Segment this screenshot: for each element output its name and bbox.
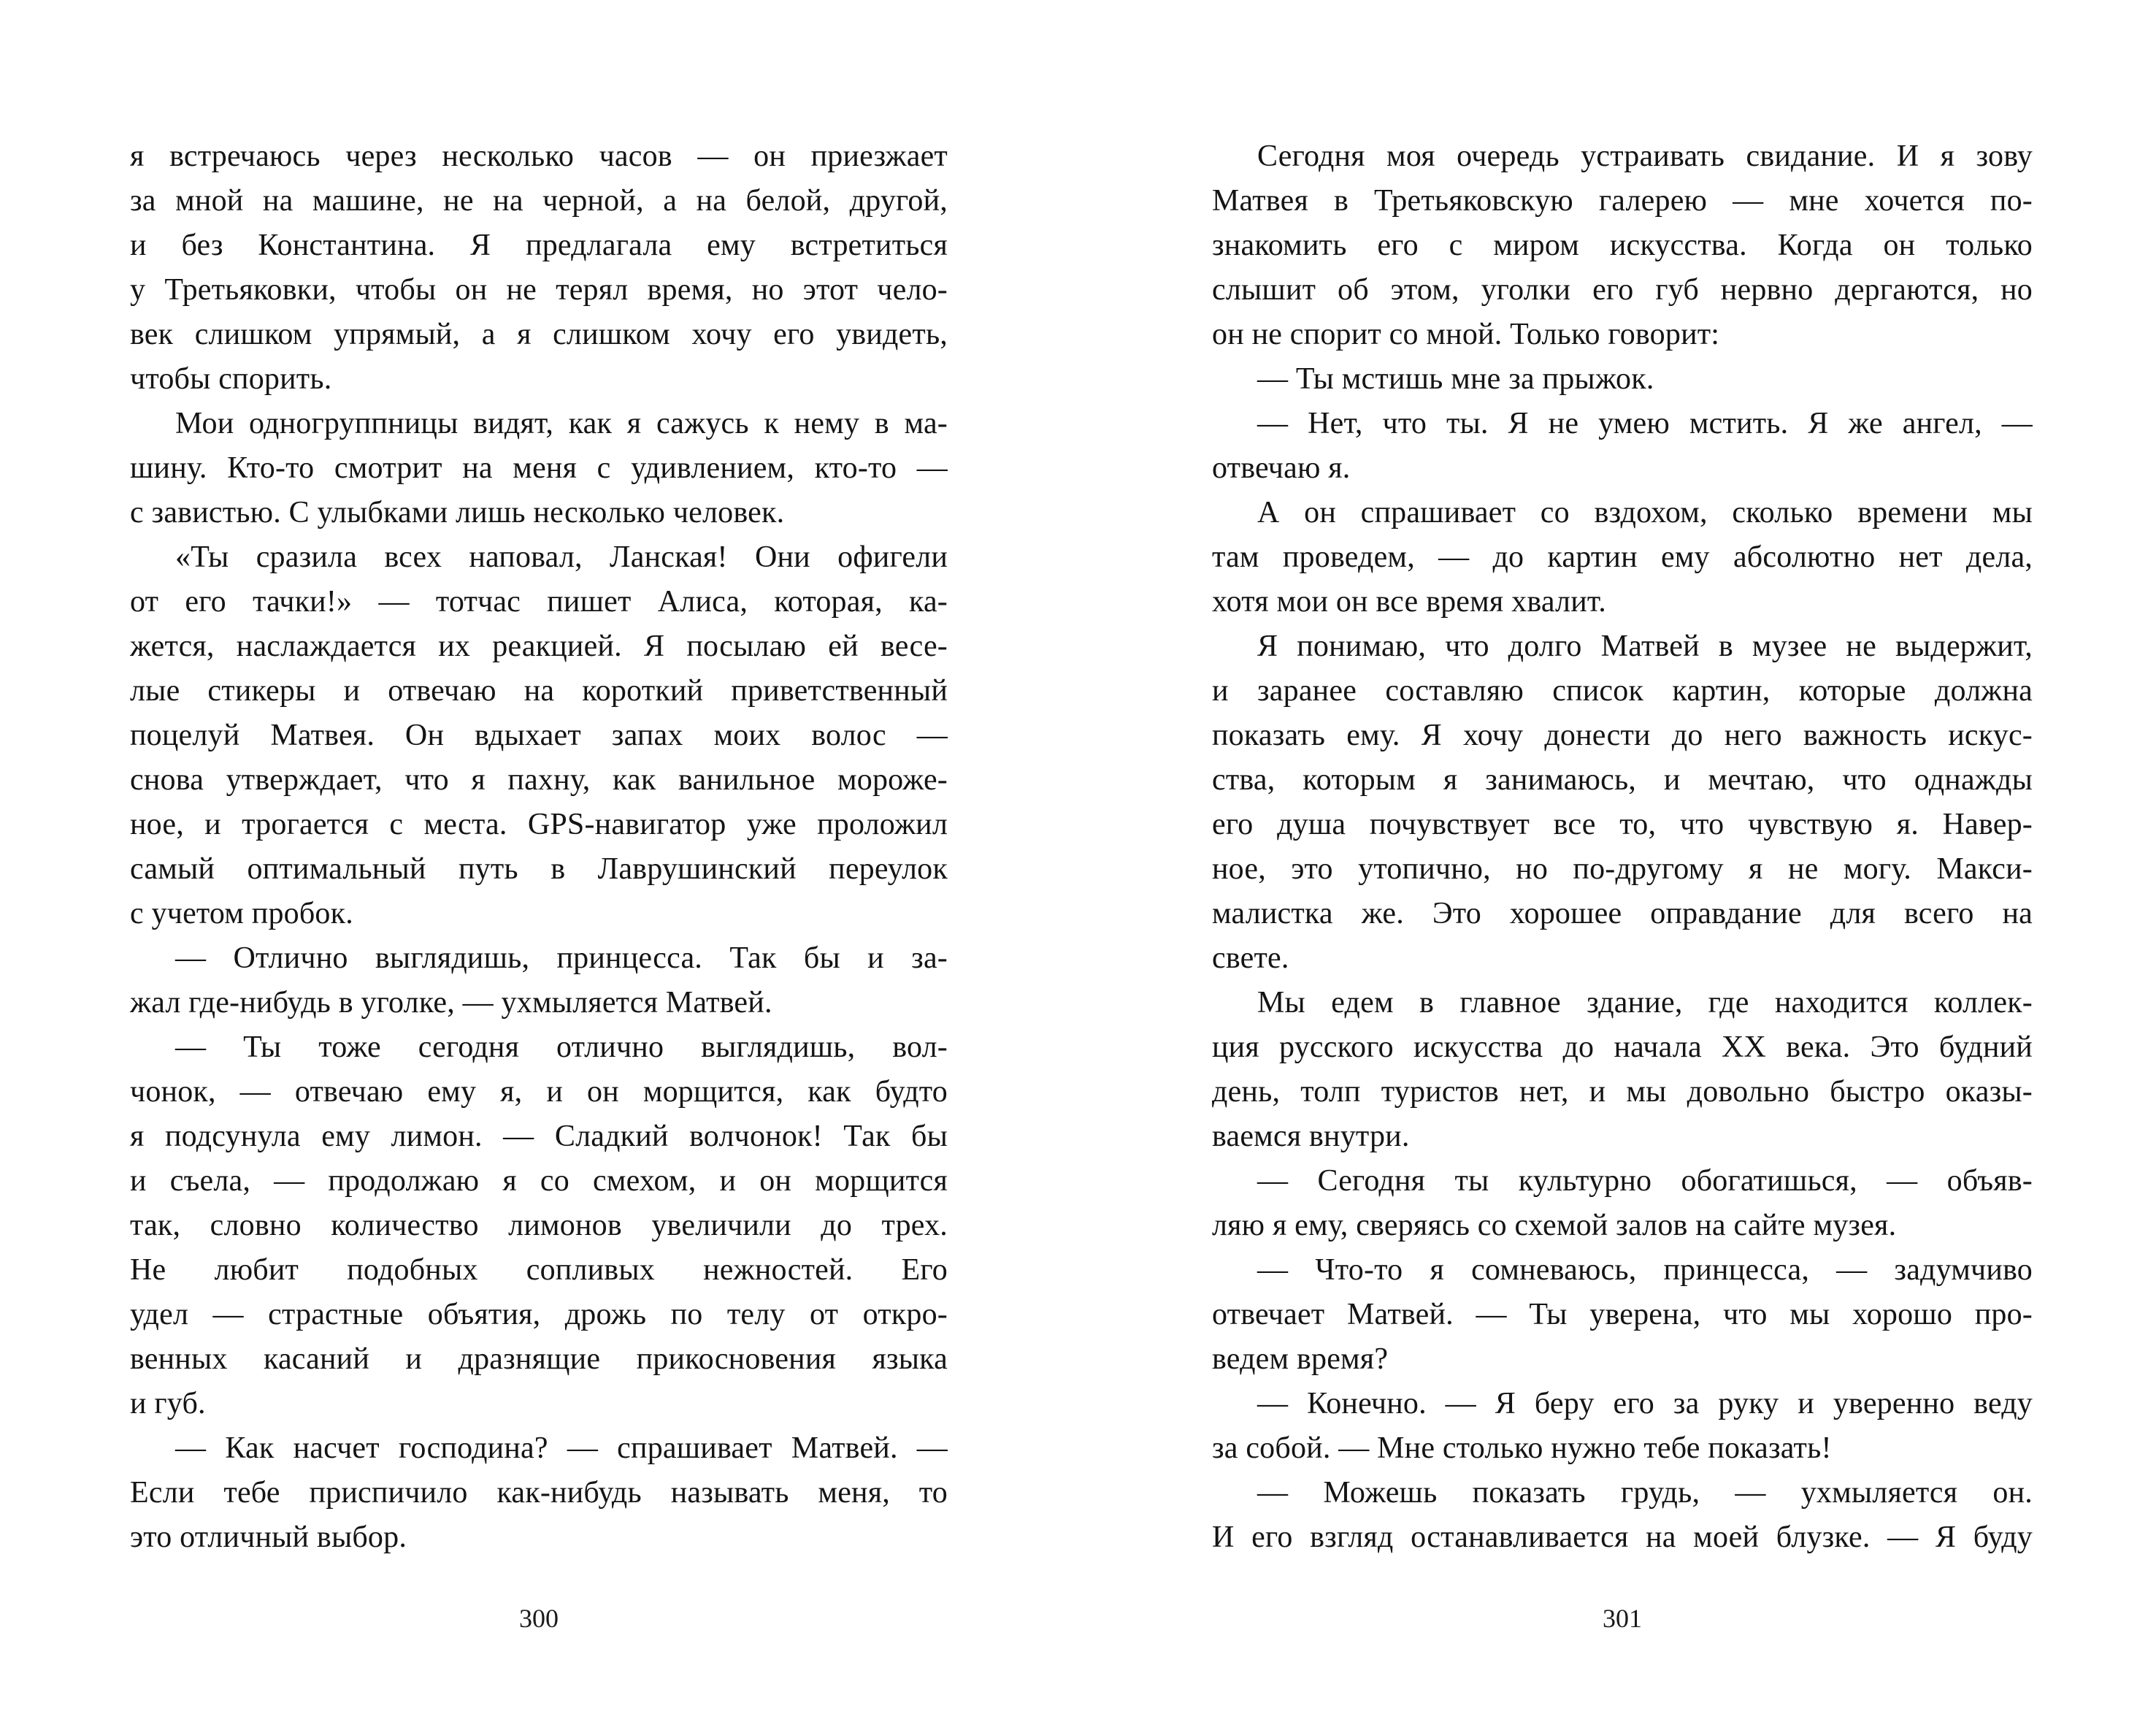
text-line: знакомить его с миром искусства. Когда он только	[1212, 229, 2033, 262]
text-line: он не спорит со мной. Только говорит:	[1212, 318, 1720, 351]
text-line: слышит об этом, уголки его губ нервно дергаются, но	[1212, 273, 2033, 307]
text-line: век слишком упрямый, а я слишком хочу его увидеть,	[130, 318, 948, 351]
text-line: чтобы спорить.	[130, 362, 332, 396]
text-line: так, словно количество лимонов увеличили до трех.	[130, 1209, 948, 1242]
text-line: отвечаю я.	[1212, 451, 1351, 485]
text-line: от его тачки!» — тотчас пишет Алиса, которая, ка-	[130, 585, 948, 619]
text-line: и съела, — продолжаю я со смехом, и он морщится	[130, 1164, 948, 1198]
text-line: это отличный выбор.	[130, 1521, 407, 1554]
text-line: у Третьяковки, чтобы он не терял время, но этот чело-	[130, 273, 948, 307]
page-right-text	[1212, 134, 2033, 1560]
text-line: Не любит подобных сопливых нежностей. Его	[130, 1253, 948, 1287]
text-line: жется, наслаждается их реакцией. Я посылаю ей весе-	[130, 630, 948, 663]
text-line: Мы едем в главное здание, где находится коллек-	[1257, 986, 2033, 1020]
text-line: с учетом пробок.	[130, 897, 353, 930]
text-line: день, толп туристов нет, и мы довольно быстро оказы-	[1212, 1075, 2033, 1109]
text-line: ное, и трогается с места. GPS-навигатор уже проложил	[130, 808, 948, 841]
text-line: и губ.	[130, 1387, 206, 1420]
text-line: ства, которым я занимаюсь, и мечтаю, что однажды	[1212, 763, 2033, 797]
text-line: с завистью. С улыбками лишь несколько человек.	[130, 496, 785, 529]
text-line: И его взгляд останавливается на моей блузке. — Я буду	[1212, 1521, 2033, 1554]
text-line: — Ты мстишь мне за прыжок.	[1257, 362, 1654, 396]
text-line: показать ему. Я хочу донести до него важность искус-	[1212, 719, 2033, 752]
text-line: «Ты сразила всех наповал, Ланская! Они офигели	[175, 540, 948, 574]
text-line: и без Константина. Я предлагала ему встретиться	[130, 229, 948, 262]
page-number-left: 300	[519, 1604, 559, 1633]
text-line: — Можешь показать грудь, — ухмыляется он.	[1257, 1476, 2033, 1510]
text-line: Матвея в Третьяковскую галерею — мне хочется по-	[1212, 184, 2033, 218]
text-line: Сегодня моя очередь устраивать свидание. И я зову	[1257, 139, 2033, 173]
text-line: его душа почувствует все то, что чувствую я. Навер-	[1212, 808, 2033, 841]
text-line: хотя мои он все время хвалит.	[1212, 585, 1606, 619]
text-line: жал где-нибудь в уголке, — ухмыляется Матвей.	[130, 986, 772, 1020]
text-line: шину. Кто-то смотрит на меня с удивлением, кто-то —	[130, 451, 948, 485]
page-right	[1078, 0, 2156, 1725]
text-line: венных касаний и дразнящие прикосновения языка	[130, 1342, 948, 1376]
text-line: за мной на машине, не на черной, а на белой, другой,	[130, 184, 948, 218]
page-number-right: 301	[1603, 1604, 1642, 1633]
text-line: за собой. — Мне столько нужно тебе показать!	[1212, 1431, 1832, 1465]
text-line: Мои одногруппницы видят, как я сажусь к нему в ма-	[175, 407, 948, 440]
text-line: лые стикеры и отвечаю на короткий приветственный	[130, 674, 948, 708]
text-line: ное, это утопично, но по-другому я не могу. Макси-	[1212, 852, 2033, 886]
text-line: поцелуй Матвея. Он вдыхает запах моих волос —	[130, 719, 948, 752]
page-left-text	[130, 134, 948, 1560]
text-line: — Что-то я сомневаюсь, принцесса, — задумчиво	[1257, 1253, 2033, 1287]
text-line: я встречаюсь через несколько часов — он приезжает	[130, 139, 948, 173]
text-line: — Как насчет господина? — спрашивает Матвей. —	[175, 1431, 948, 1465]
text-line: отвечает Матвей. — Ты уверена, что мы хорошо про-	[1212, 1298, 2033, 1331]
text-line: — Нет, что ты. Я не умею мстить. Я же ангел, —	[1257, 407, 2033, 440]
text-line: Я понимаю, что долго Матвей в музее не выдержит,	[1257, 630, 2033, 663]
text-line: малистка же. Это хорошее оправдание для всего на	[1212, 897, 2033, 930]
text-line: — Конечно. — Я беру его за руку и уверенно веду	[1257, 1387, 2033, 1420]
text-line: ция русского искусства до начала XX века. Это будний	[1212, 1030, 2033, 1064]
text-line: ведем время?	[1212, 1342, 1389, 1376]
text-line: А он спрашивает со вздохом, сколько времени мы	[1257, 496, 2033, 529]
text-line: там проведем, — до картин ему абсолютно нет дела,	[1212, 540, 2033, 574]
text-line: ваемся внутри.	[1212, 1120, 1410, 1153]
text-line: ляю я ему, сверяясь со схемой залов на сайте музея.	[1212, 1209, 1897, 1242]
text-line: — Отлично выглядишь, принцесса. Так бы и за-	[175, 941, 948, 975]
text-line: чонок, — отвечаю ему я, и он морщится, как будто	[130, 1075, 948, 1109]
text-line: свете.	[1212, 941, 1289, 975]
text-line: — Ты тоже сегодня отлично выглядишь, вол-	[175, 1030, 948, 1064]
text-line: — Сегодня ты культурно обогатишься, — объяв-	[1257, 1164, 2033, 1198]
text-line: снова утверждает, что я пахну, как ванильное мороже-	[130, 763, 948, 797]
text-line: Если тебе приспичило как-нибудь называть меня, то	[130, 1476, 948, 1510]
text-line: я подсунула ему лимон. — Сладкий волчонок! Так бы	[130, 1120, 948, 1153]
text-line: самый оптимальный путь в Лаврушинский переулок	[130, 852, 948, 886]
text-line: удел — страстные объятия, дрожь по телу от откро-	[130, 1298, 948, 1331]
text-line: и заранее составляю список картин, которые должна	[1212, 674, 2033, 708]
